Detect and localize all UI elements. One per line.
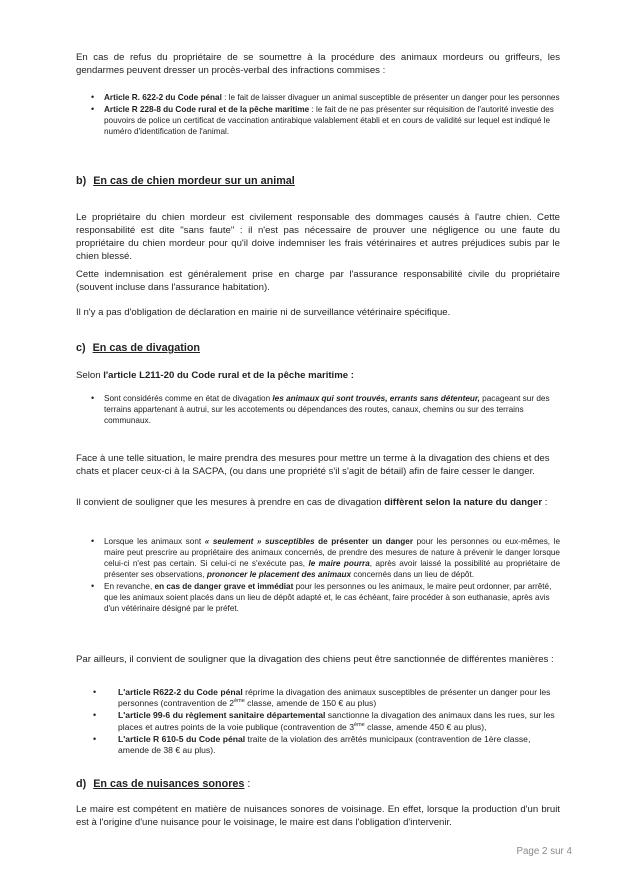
section-b-paragraph-2: Cette indemnisation est généralement prise en charge par l'assurance responsabilité civile du propriétaire (souvent incluse dans l'assurance habitation). bbox=[76, 269, 560, 293]
section-b-paragraph-3: Il n'y a pas d'obligation de déclaration en mairie ni de surveillance vétérinaire spécifique. bbox=[76, 307, 451, 318]
bullet-icon: • bbox=[91, 581, 95, 591]
bullet-icon: • bbox=[91, 104, 95, 114]
bullet-icon: • bbox=[93, 733, 97, 744]
section-b-heading: b) En cas de chien mordeur sur un animal bbox=[76, 175, 295, 187]
page-number: Page 2 sur 4 bbox=[516, 846, 572, 857]
list-item: • Sont considérés comme en état de divagation les animaux qui sont trouvés, errants sans détenteur, pacageant sur des terrains appartenant à autrui, sur les accotements ou dépendances des routes, canaux, chemins ou sur des terrains communaux. bbox=[91, 393, 550, 425]
section-c-paragraph-2: Il convient de souligner que les mesures à prendre en cas de divagation diffèrent selon la nature du danger : bbox=[76, 497, 548, 508]
list-item: • Lorsque les animaux sont « seulement » susceptibles de présenter un danger pour les personnes ou eux-mêmes, le maire peut prescrire au propriétaire des animaux concernés, de prendre des mesures de nature à prévenir le danger lorsque celui-ci n'est pas certain. Si celui-ci ne s'exécute pas, le maire pourra, après avoir laissé la possibilité au propriétaire de présenter ses observations, prononcer le placement des animaux concernés dans un lieu de dépôt. bbox=[91, 536, 561, 579]
list-item: • En revanche, en cas de danger grave et immédiat pour les personnes ou les animaux, le maire peut ordonner, par arrêté, que les animaux soient placés dans un lieu de dépôt adapté et, le cas échéant, faire procéder à son euthanasie, après avis d'un vétérinaire désigné par le préfet. bbox=[91, 581, 552, 613]
list-item: • L'article R 610-5 du Code pénal traite de la violation des arrêtés municipaux (contravention de 1ère classe, amende de 38 € au plus). bbox=[93, 733, 531, 756]
bullet-icon: • bbox=[93, 710, 97, 721]
sanctions-list bbox=[76, 687, 560, 757]
section-d-heading: d) En cas de nuisances sonores : bbox=[76, 778, 251, 790]
section-c-heading: c) En cas de divagation bbox=[76, 342, 201, 354]
list-item: • Article R. 622-2 du Code pénal : le fait de laisser divaguer un animal susceptible de présenter un danger pour les personnes bbox=[91, 92, 560, 102]
section-c-paragraph-3: Par ailleurs, il convient de souligner que la divagation des chiens peut être sanctionnée de différentes manières : bbox=[76, 654, 554, 665]
bullet-icon: • bbox=[93, 687, 97, 697]
section-c-lead: Selon l'article L211-20 du Code rural et de la pêche maritime : bbox=[76, 370, 354, 381]
bullet-icon: • bbox=[91, 536, 95, 546]
divagation-definition-list bbox=[76, 393, 560, 427]
section-b-paragraph-1: Le propriétaire du chien mordeur est civilement responsable des dommages causés à l'autre chien. Cette responsabilité est dite "sans faute" : il n'est pas nécessaire de prouver une négligence ou une faute du propriétaire du chien mordeur pour qu'il doive indemniser les frais vétérinaires et autres préjudices subis par le chien blessé. bbox=[76, 212, 560, 262]
danger-measures-list bbox=[76, 536, 560, 615]
intro-paragraph: En cas de refus du propriétaire de se soumettre à la procédure des animaux mordeurs ou griffeurs, les gendarmes peuvent dresser un procès-verbal des infractions commises : bbox=[76, 52, 560, 76]
section-d-paragraph: Le maire est compétent en matière de nuisances sonores de voisinage. En effet, lorsque la production d'un bruit est à l'origine d'une nuisance pour le voisinage, le maire est dans l'obligation d'intervenir. bbox=[76, 804, 560, 828]
bullet-icon: • bbox=[91, 92, 95, 102]
list-item: • L'article R622-2 du Code pénal réprime la divagation des animaux susceptibles de présenter un danger pour les personnes (contravention de 2ème classe, amende de 150 € au plus) bbox=[93, 687, 551, 709]
list-item: • L'article 99-6 du règlement sanitaire départemental sanctionne la divagation des animaux dans les rues, sur les places et autres points de la voie publique (contravention de 3ème classe, amende 450 € au plus), bbox=[93, 710, 555, 732]
list-item: • Article R 228-8 du Code rural et de la pêche maritime : le fait de ne pas présenter sur réquisition de l'autorité investie des pouvoirs de police un certificat de vaccination antirabique valablement établi et en cours de validité sur lequel est indiqué le numéro d'identification de l'animal. bbox=[91, 104, 554, 136]
section-c-paragraph-1: Face à une telle situation, le maire prendra des mesures pour mettre un terme à la divagation des chiens et des chats et placer ceux-ci à la SACPA, (ou dans une propriété s'il s'agit de bétail) afin de faire cesser le danger. bbox=[76, 453, 550, 477]
bullet-icon: • bbox=[91, 393, 95, 403]
intro-list bbox=[76, 92, 560, 138]
